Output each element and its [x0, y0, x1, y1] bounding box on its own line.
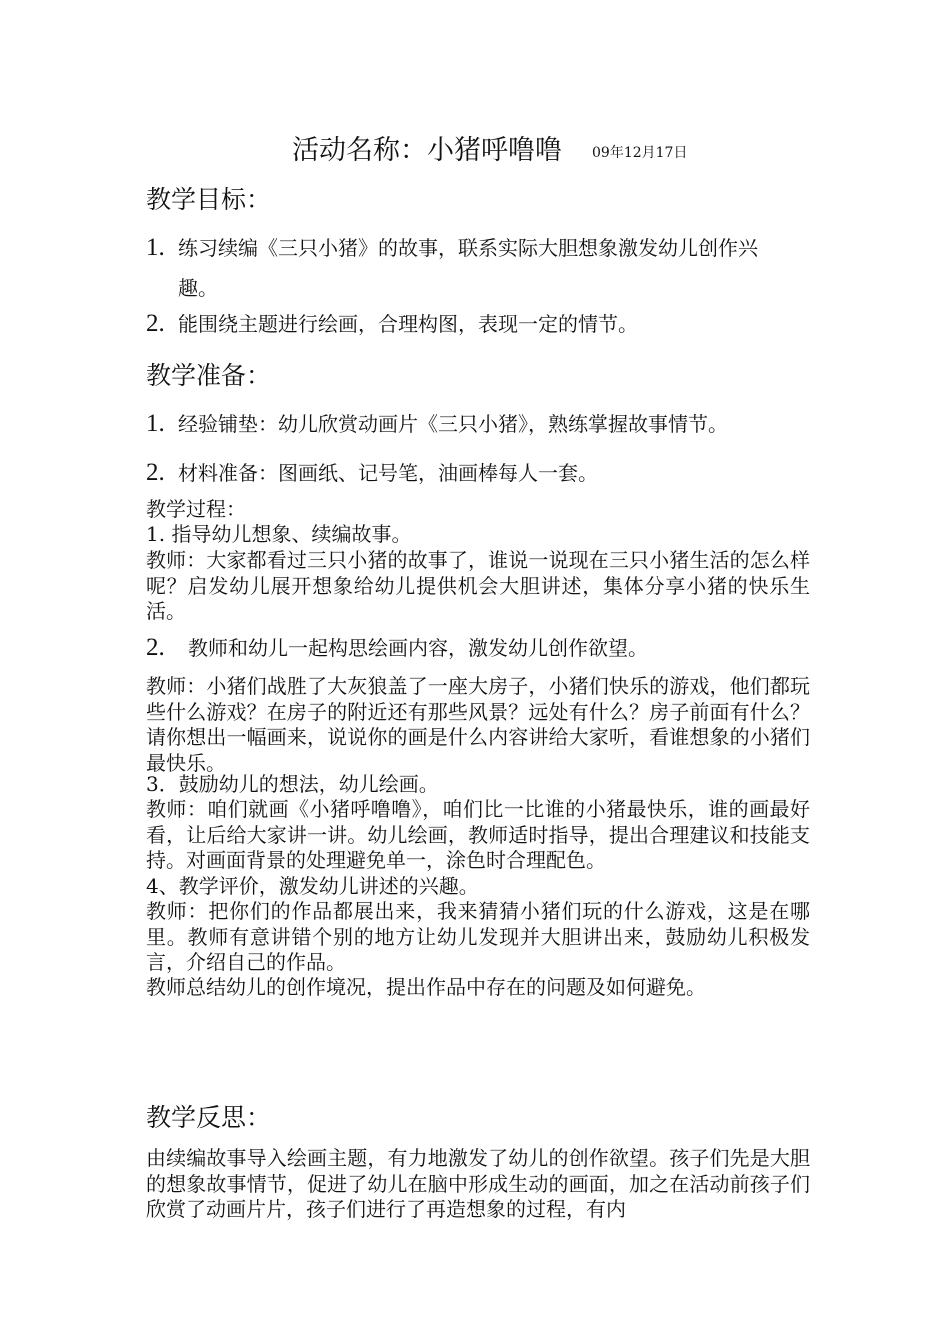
prep-text: 经验铺垫：幼儿欣赏动画片《三只小猪》，熟练掌握故事情节。: [178, 412, 728, 436]
process-step-4-text: 教师：把你们的作品都展出来，我来猜猜小猪们玩的什么游戏，这是在哪里。教师有意讲错个别的地方让幼儿发现并大胆讲出来，鼓励幼儿积极发言，介绍自己的作品。: [146, 899, 810, 974]
process-step-2-number: 2.: [146, 634, 165, 661]
process-summary: 教师总结幼儿的创作境况，提出作品中存在的问题及如何避免。: [146, 975, 706, 999]
reflection-text: 由续编故事导入绘画主题，有力地激发了幼儿的创作欲望。孩子们先是大胆的想象故事情节，促进了幼儿在脑中形成生动的画面，加之在活动前孩子们欣赏了动画片片，孩子们进行了再造想象的过程，有内: [146, 1146, 810, 1221]
prep-item-2: [146, 461, 598, 485]
process-heading: 教学过程：: [146, 497, 246, 521]
reflection-heading: 教学反思：: [146, 1103, 272, 1132]
process-step-1-title: 1. 指导幼儿想象、续编故事。: [146, 522, 412, 546]
prep-item-1: [146, 412, 728, 436]
title-row: [292, 134, 687, 168]
goal-item-2: [146, 312, 638, 336]
process-step-3-text: 教师：咱们就画《小猪呼噜噜》，咱们比一比谁的小猪最快乐，谁的画最好看，让后给大家讲一讲。幼儿绘画，教师适时指导，提出合理建议和技能支持。对画面背景的处理避免单一，涂色时合理配色。: [146, 797, 810, 872]
goal-number: 2.: [146, 310, 165, 337]
prep-text: 材料准备：图画纸、记号笔，油画棒每人一套。: [178, 461, 598, 485]
activity-title: 活动名称：小猪呼噜噜: [292, 135, 562, 166]
goal-text: 练习续编《三只小猪》的故事，联系实际大胆想象激发幼儿创作兴: [178, 236, 758, 260]
activity-date: 09年12月17日: [592, 145, 688, 161]
process-step-4-title: 4、教学评价，激发幼儿讲述的兴趣。: [146, 874, 479, 898]
process-step-3-title: 3．鼓励幼儿的想法，幼儿绘画。: [146, 772, 439, 796]
goal-number: 1.: [146, 234, 165, 261]
goal-text: 能围绕主题进行绘画，合理构图，表现一定的情节。: [178, 312, 638, 336]
process-step-2-title: 教师和幼儿一起构思绘画内容，激发幼儿创作欲望。: [188, 636, 648, 660]
prep-number: 1.: [146, 410, 165, 437]
goal-item-1-continued: 趣。: [178, 276, 218, 300]
prep-number: 2.: [146, 459, 165, 486]
process-step-2-text: 教师：小猪们战胜了大灰狼盖了一座大房子，小猪们快乐的游戏，他们都玩些什么游戏？在房子的附近还有那些风景？远处有什么？房子前面有什么？请你想出一幅画来，说说你的画是什么内容讲给大家听，看谁想象的小猪们最快乐。: [146, 674, 810, 775]
prep-heading: 教学准备：: [146, 361, 272, 390]
goals-heading: 教学目标：: [146, 185, 272, 214]
process-step-1-text: 教师：大家都看过三只小猪的故事了，谁说一说现在三只小猪生活的怎么样呢？启发幼儿展开想象给幼儿提供机会大胆讲述，集体分享小猪的快乐生活。: [146, 548, 810, 623]
goal-item-1: [146, 236, 758, 260]
process-step-2-title-row: [146, 636, 648, 660]
